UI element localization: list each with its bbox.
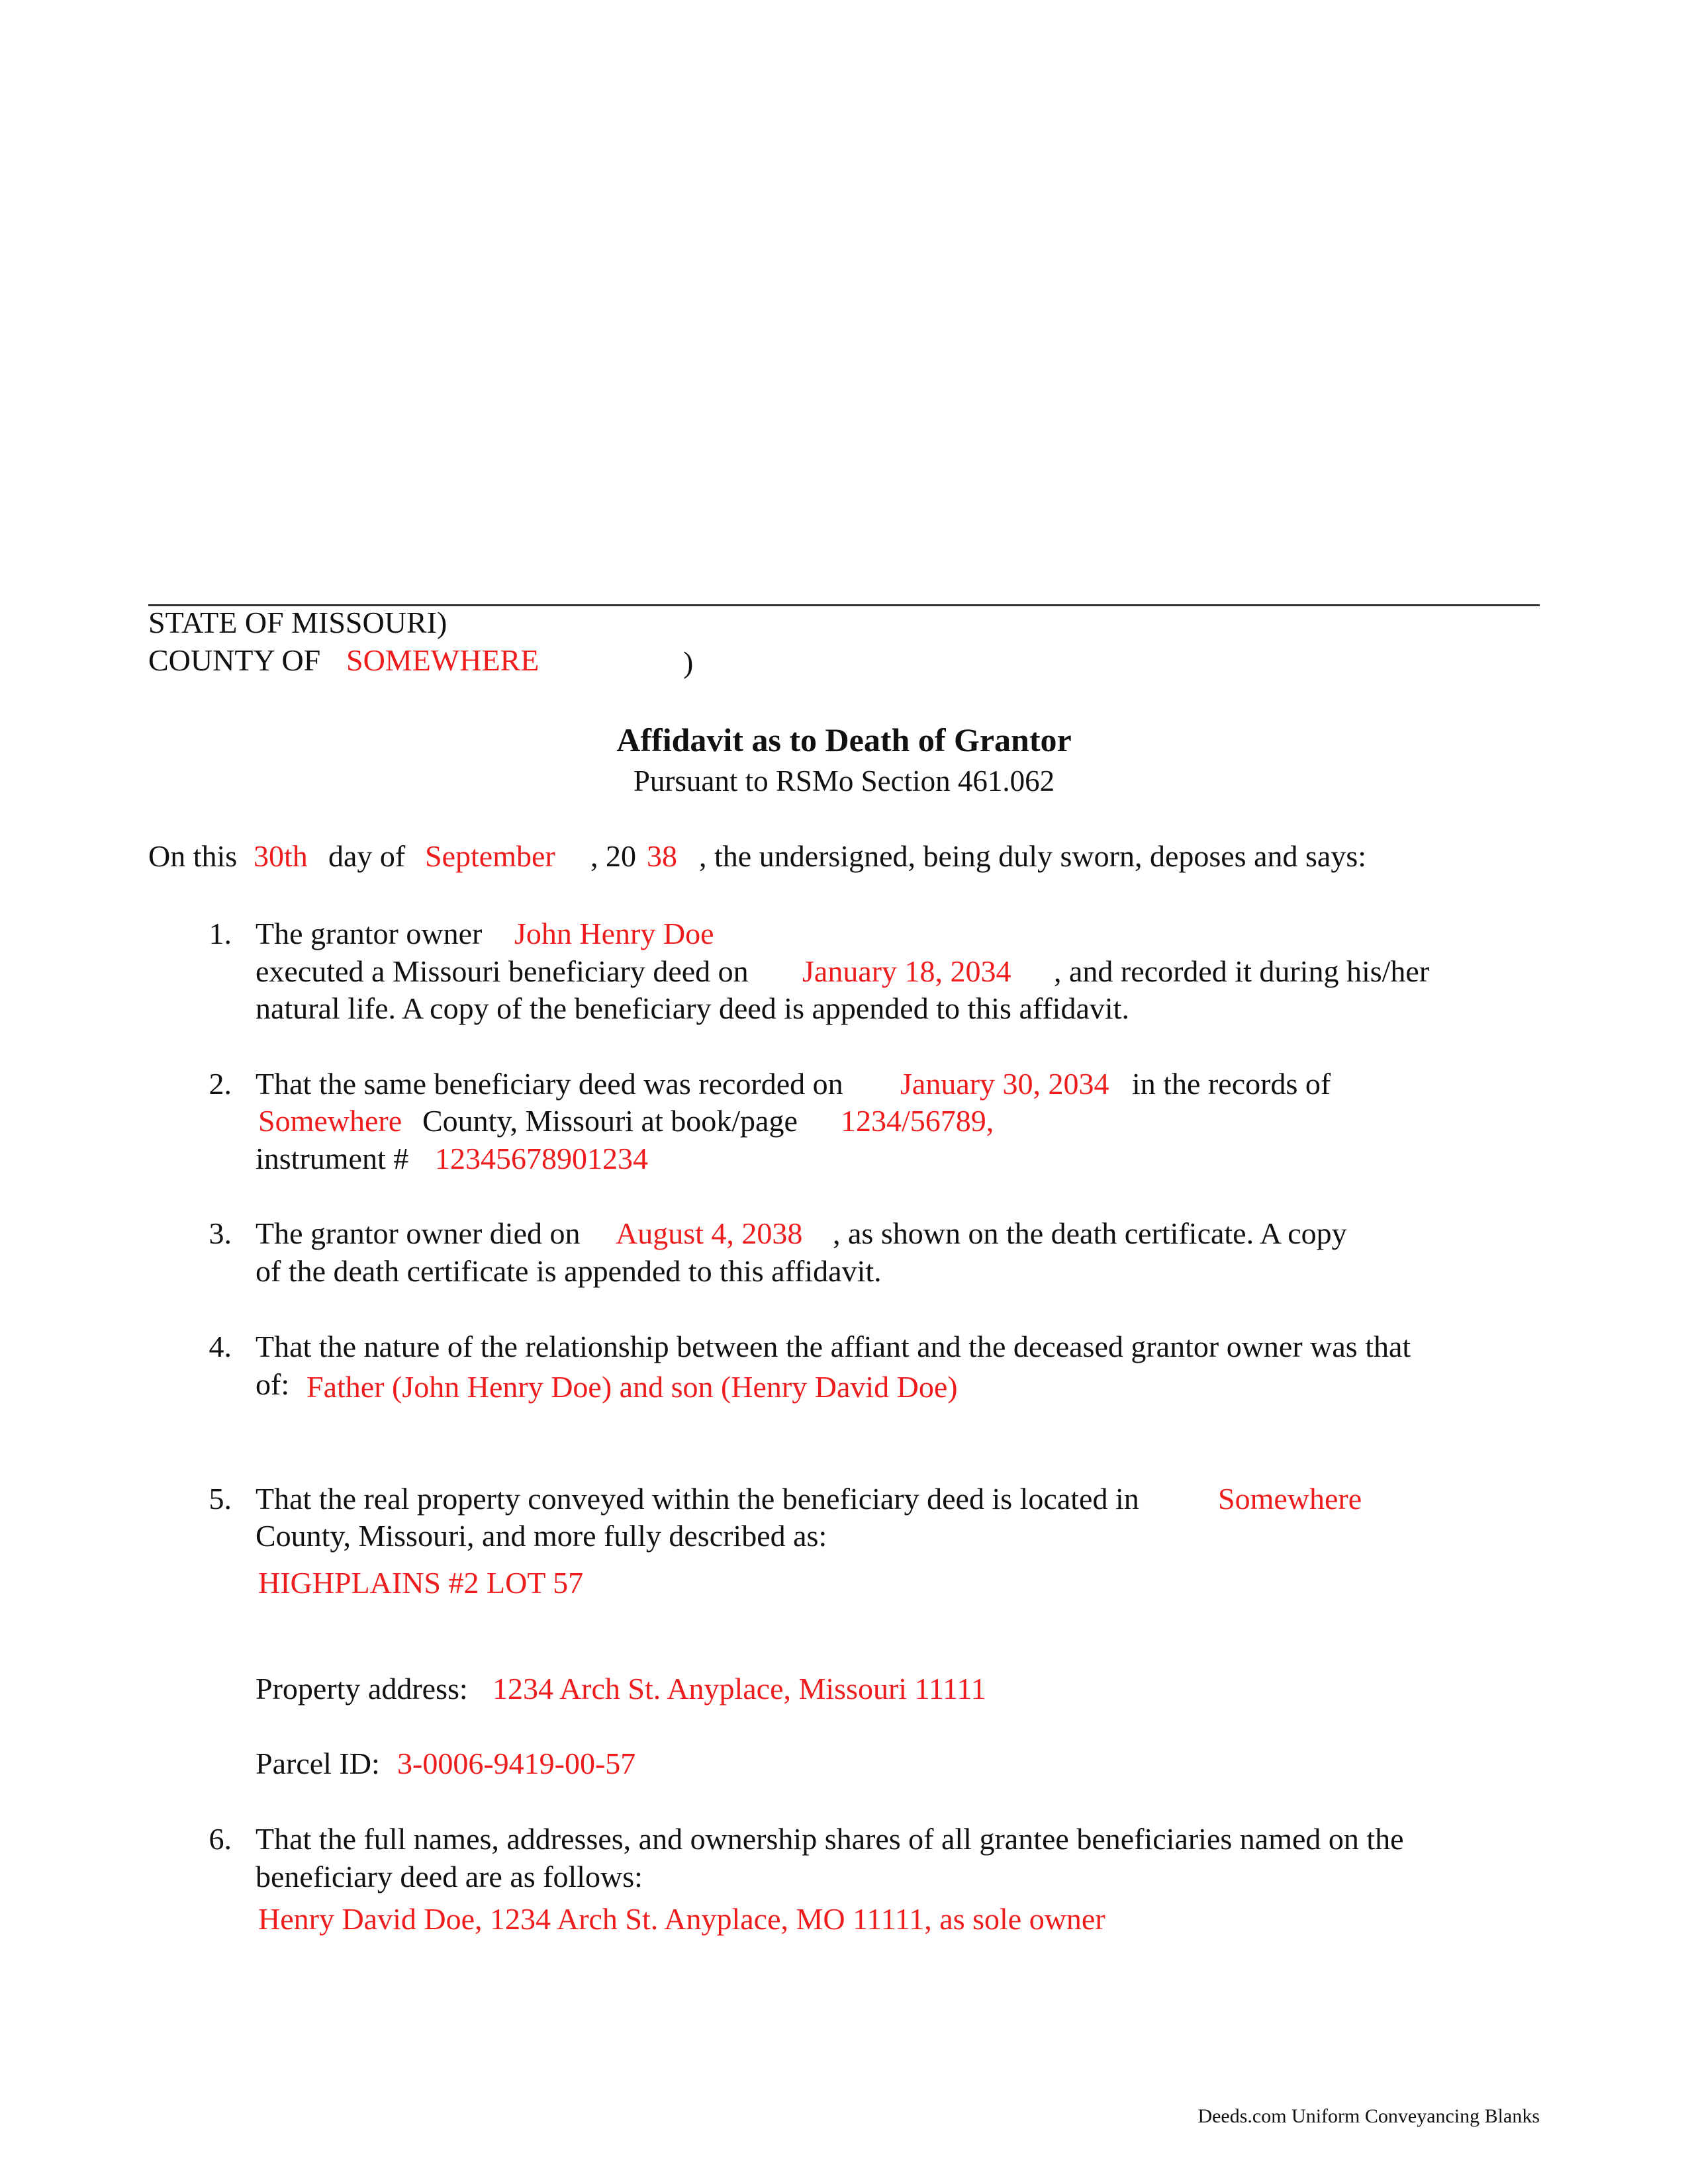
county-value: SOMEWHERE bbox=[346, 643, 539, 677]
item-4-number: 4. bbox=[209, 1330, 232, 1363]
grantor-name: John Henry Doe bbox=[514, 917, 714, 950]
execution-date: January 18, 2034 bbox=[802, 954, 1011, 988]
intro-month: September bbox=[425, 839, 555, 873]
item-3-text: The grantor owner died on bbox=[256, 1216, 581, 1250]
item-3-line-2: of the death certificate is appended to this affidavit. bbox=[256, 1254, 882, 1288]
item-3-line-1-rest: , as shown on the death certificate. A copy bbox=[833, 1216, 1347, 1250]
intro-year-prefix: , 20 bbox=[590, 839, 636, 873]
page-subtitle: Pursuant to RSMo Section 461.062 bbox=[633, 764, 1055, 797]
book-page: 1234/56789, bbox=[841, 1104, 994, 1138]
state-line: STATE OF MISSOURI) bbox=[148, 606, 447, 639]
item-3-number: 3. bbox=[209, 1216, 232, 1250]
item-1-line-3: natural life. A copy of the beneficiary deed is appended to this affidavit. bbox=[256, 991, 1129, 1025]
parcel-id-label: Parcel ID: bbox=[256, 1747, 380, 1780]
item-2-line-1-rest: in the records of bbox=[1132, 1067, 1331, 1101]
item-4-of-label: of: bbox=[256, 1367, 290, 1401]
legal-description: HIGHPLAINS #2 LOT 57 bbox=[258, 1566, 584, 1600]
item-5-text: That the real property conveyed within the beneficiary deed is located in bbox=[256, 1482, 1139, 1516]
property-address: 1234 Arch St. Anyplace, Missouri 11111 bbox=[492, 1672, 986, 1706]
intro-day: 30th bbox=[254, 839, 308, 873]
relationship: Father (John Henry Doe) and son (Henry David Doe) bbox=[306, 1370, 958, 1404]
page-title: Affidavit as to Death of Grantor bbox=[616, 721, 1072, 758]
item-1-line-2: executed a Missouri beneficiary deed on bbox=[256, 954, 749, 988]
intro-year-suffix: 38 bbox=[647, 839, 677, 873]
county-label: COUNTY OF bbox=[148, 643, 321, 677]
intro-prefix: On this bbox=[148, 839, 238, 873]
item-4-text: That the nature of the relationship between the affiant and the deceased grantor owner was that bbox=[256, 1330, 1411, 1363]
beneficiaries: Henry David Doe, 1234 Arch St. Anyplace, MO 11111, as sole owner bbox=[258, 1902, 1105, 1936]
county-paren: ) bbox=[683, 645, 694, 679]
intro-rest: , the undersigned, being duly sworn, deposes and says: bbox=[699, 839, 1367, 873]
item-6-number: 6. bbox=[209, 1822, 232, 1856]
item-1-line-2-rest: , and recorded it during his/her bbox=[1054, 954, 1430, 988]
footer-brand: Deeds.com Uniform Conveyancing Blanks bbox=[1197, 2105, 1540, 2127]
instrument-number: 12345678901234 bbox=[435, 1142, 648, 1175]
item-5-line-2: County, Missouri, and more fully described as: bbox=[256, 1519, 827, 1553]
item-2-number: 2. bbox=[209, 1067, 232, 1101]
recording-county: Somewhere bbox=[258, 1104, 402, 1138]
item-1-text: The grantor owner bbox=[256, 917, 483, 950]
recording-date: January 30, 2034 bbox=[900, 1067, 1109, 1101]
death-date: August 4, 2038 bbox=[616, 1216, 803, 1250]
property-county: Somewhere bbox=[1218, 1482, 1362, 1516]
item-6-text: That the full names, addresses, and ownership shares of all grantee beneficiaries named on the bbox=[256, 1822, 1404, 1856]
instrument-label: instrument # bbox=[256, 1142, 409, 1175]
item-2-text: That the same beneficiary deed was recorded on bbox=[256, 1067, 843, 1101]
item-5-number: 5. bbox=[209, 1482, 232, 1516]
item-1-number: 1. bbox=[209, 917, 232, 950]
item-2-line-2: County, Missouri at book/page bbox=[422, 1104, 798, 1138]
item-6-line-2: beneficiary deed are as follows: bbox=[256, 1860, 643, 1893]
intro-day-of: day of bbox=[328, 839, 406, 873]
parcel-id: 3-0006-9419-00-57 bbox=[397, 1747, 636, 1780]
property-address-label: Property address: bbox=[256, 1672, 468, 1706]
